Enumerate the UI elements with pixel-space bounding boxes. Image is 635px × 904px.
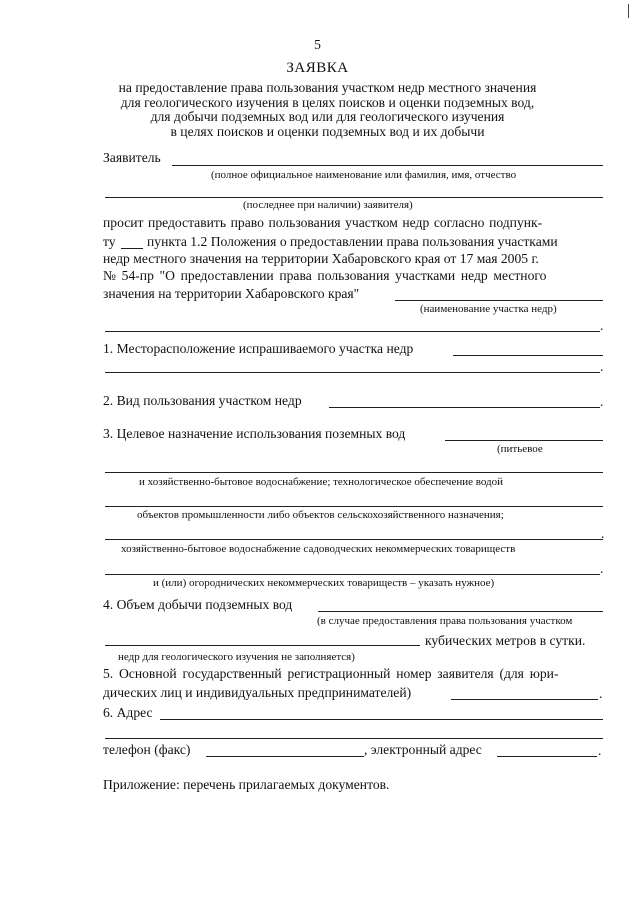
applicant-label: Заявитель bbox=[103, 150, 161, 165]
item-5-end-dot: . bbox=[599, 686, 603, 701]
purpose-field-5[interactable] bbox=[105, 574, 600, 575]
item-5-line-1: 5. Основной государственный регистрационный номер заявителя (для юри- bbox=[103, 666, 559, 681]
subtitle-line: для геологического изучения в целях поисков и оценки подземных вод, bbox=[120, 94, 535, 110]
address-field-2[interactable] bbox=[105, 738, 603, 739]
subtitle-line: в целях поисков и оценки подземных вод и их добычи bbox=[170, 123, 485, 139]
body-end-dot: . bbox=[600, 318, 604, 333]
applicant-hint-1: (полное официальное наименование или фамилия, имя, отчество bbox=[211, 169, 517, 181]
purpose-field-3[interactable] bbox=[105, 506, 603, 507]
attachment-note: Приложение: перечень прилагаемых документов. bbox=[103, 777, 390, 792]
phone-field[interactable] bbox=[206, 756, 364, 757]
address-field[interactable] bbox=[160, 719, 603, 720]
document-title: ЗАЯВКА bbox=[286, 60, 349, 76]
volume-value-field[interactable] bbox=[105, 645, 420, 646]
item-2-label: 2. Вид пользования участком недр bbox=[103, 393, 302, 408]
document-subtitle bbox=[10, 81, 635, 139]
body-line-2a: ту bbox=[103, 234, 116, 249]
applicant-name-field-2[interactable] bbox=[105, 197, 603, 198]
item-6-label: 6. Адрес bbox=[103, 705, 153, 720]
body-line-5: значения на территории Хабаровского края" bbox=[103, 286, 360, 301]
volume-field[interactable] bbox=[318, 611, 603, 612]
phone-label: телефон (факс) bbox=[103, 742, 191, 757]
volume-hint-1: (в случае предоставления права пользования участком bbox=[317, 615, 573, 627]
item-6-end-dot: . bbox=[598, 743, 602, 758]
email-field[interactable] bbox=[497, 756, 597, 757]
purpose-hint-1: (питьевое bbox=[497, 443, 543, 455]
subtitle-line: на предоставление права пользования участком недр местного значения bbox=[118, 80, 537, 95]
body-line-2b: пункта 1.2 Положения о предоставлении права пользования участками bbox=[147, 234, 558, 249]
item-1-end-dot: . bbox=[600, 359, 604, 374]
purpose-field-4[interactable] bbox=[105, 539, 603, 540]
body-line-4: № 54-пр "О предоставлении права пользования участками недр местного bbox=[103, 268, 547, 283]
body-line-1: просит предоставить право пользования участком недр согласно подпунк- bbox=[103, 215, 543, 230]
purpose-hint-3: объектов промышленности либо объектов сельскохозяйственного назначения; bbox=[137, 509, 504, 521]
volume-hint-2: недр для геологического изучения не заполняется) bbox=[118, 651, 355, 663]
item-5-line-2: дических лиц и индивидуальных предпринимателей) bbox=[103, 685, 412, 700]
purpose-field[interactable] bbox=[445, 440, 603, 441]
volume-units: кубических метров в сутки. bbox=[425, 633, 586, 648]
item-1-label: 1. Месторасположение испрашиваемого участка недр bbox=[103, 341, 414, 356]
body-line-3: недр местного значения на территории Хабаровского края от 17 мая 2005 г. bbox=[103, 251, 539, 266]
item-2-end-dot: . bbox=[600, 394, 604, 409]
ogrn-field[interactable] bbox=[451, 699, 598, 700]
item-3-label: 3. Целевое назначение использования поземных вод bbox=[103, 426, 406, 441]
subtitle-line: для добычи подземных вод или для геологического изучения bbox=[150, 109, 505, 124]
subclause-field[interactable] bbox=[121, 248, 143, 249]
scan-edge-mark bbox=[628, 4, 629, 18]
page-number: 5 bbox=[314, 37, 321, 52]
applicant-hint-2: (последнее при наличии) заявителя) bbox=[243, 199, 413, 211]
purpose-hint-4: хозяйственно-бытовое водоснабжение садоводческих некоммерческих товариществ bbox=[121, 543, 516, 555]
subsoil-name-field-2[interactable] bbox=[105, 331, 600, 332]
usage-type-field[interactable] bbox=[329, 407, 600, 408]
purpose-field-2[interactable] bbox=[105, 472, 603, 473]
subsoil-name-hint: (наименование участка недр) bbox=[420, 303, 557, 315]
purpose-mark: . bbox=[601, 526, 605, 541]
location-field[interactable] bbox=[453, 355, 603, 356]
purpose-end-dot: . bbox=[600, 561, 604, 576]
purpose-hint-2: и хозяйственно-бытовое водоснабжение; технологическое обеспечение водой bbox=[139, 476, 504, 488]
item-4-label: 4. Объем добычи подземных вод bbox=[103, 597, 293, 612]
email-label: , электронный адрес bbox=[364, 742, 482, 757]
applicant-name-field[interactable] bbox=[172, 165, 603, 166]
purpose-hint-5: и (или) огороднических некоммерческих товариществ – указать нужное) bbox=[153, 577, 495, 589]
subsoil-name-field[interactable] bbox=[395, 300, 603, 301]
location-field-2[interactable] bbox=[105, 372, 600, 373]
